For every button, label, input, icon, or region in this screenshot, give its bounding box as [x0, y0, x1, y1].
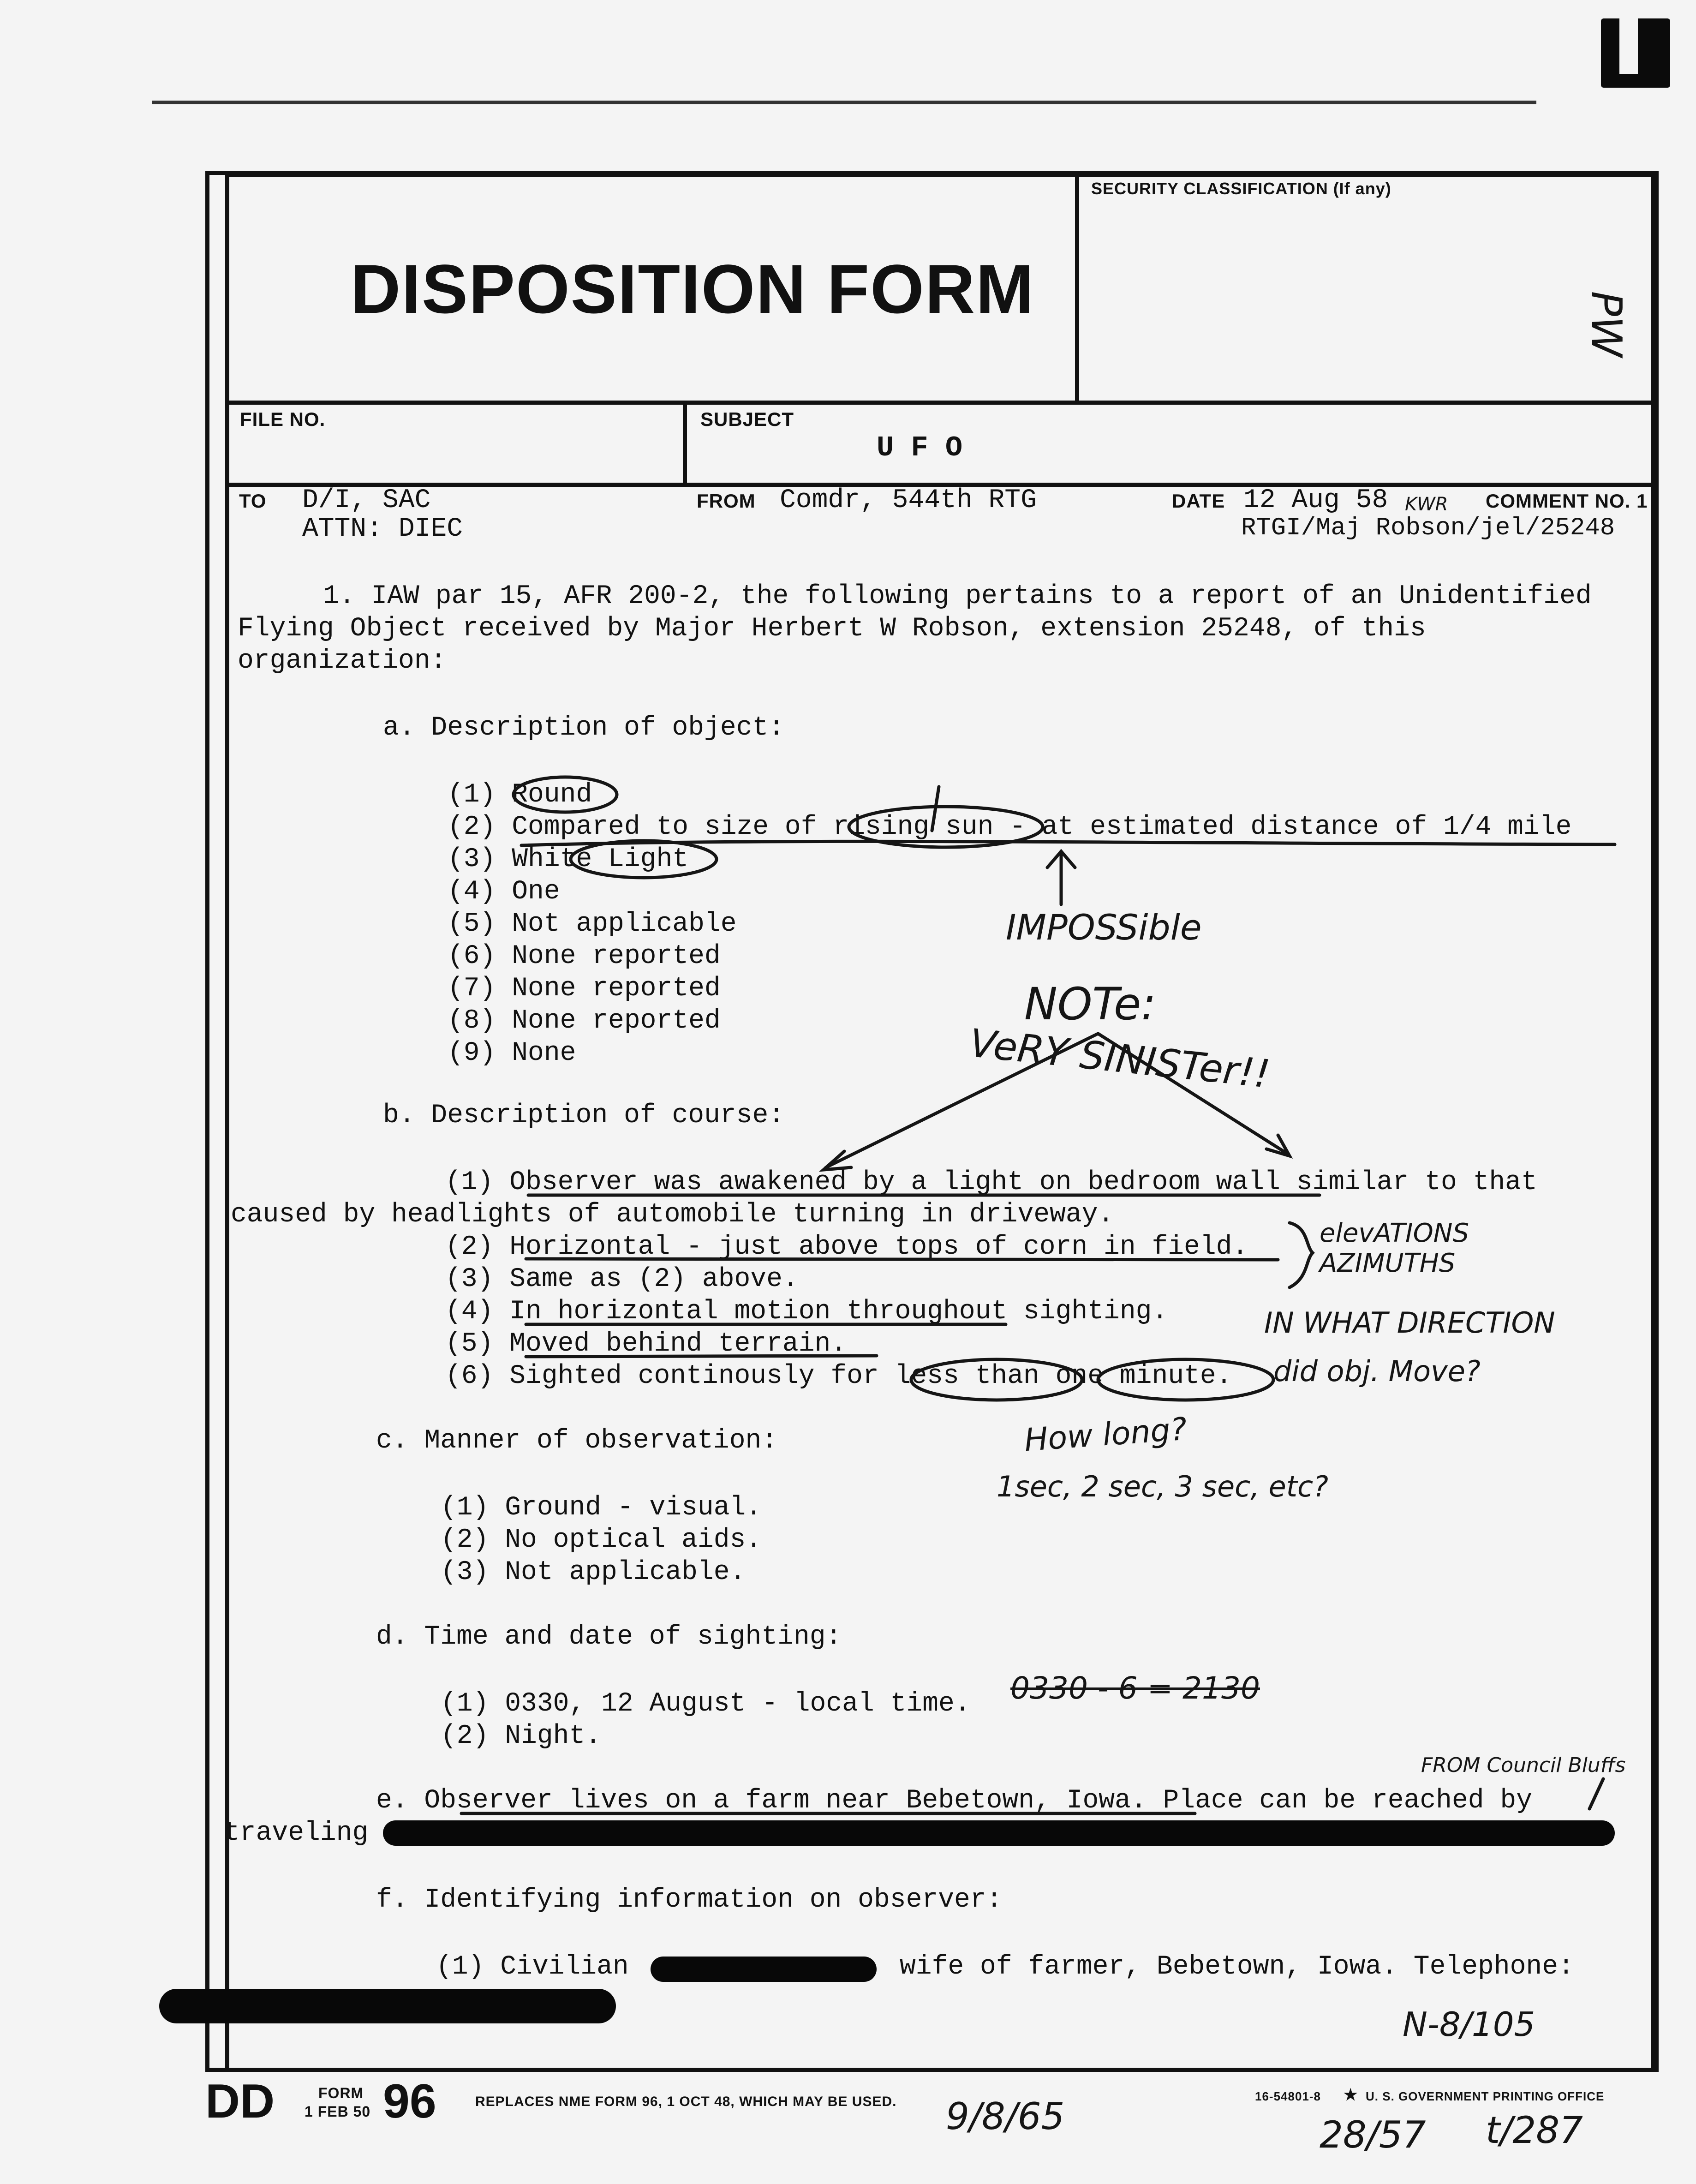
section-e-line1: e. Observer lives on a farm near Bebetown, Iowa. Place can be reached by — [376, 1786, 1533, 1816]
file-no-label: FILE NO. — [240, 408, 326, 430]
handwriting-n-ref: N-8/105 — [1403, 2005, 1535, 2044]
section-d-title: d. Time and date of sighting: — [376, 1622, 842, 1652]
b-item-1-line1: (1) Observer was awakened by a light on bedroom wall similar to that — [445, 1167, 1537, 1197]
section-e-line2: traveling — [224, 1818, 369, 1848]
handwriting-direction-line2: did obj. Move? — [1273, 1354, 1481, 1388]
b-item-4: (4) In horizontal motion throughout sighting. — [445, 1297, 1168, 1327]
f-item-1-rest: wife of farmer, Bebetown, Iowa. Telephone: — [900, 1952, 1574, 1982]
handwriting-council-bluffs: FROM Council Bluffs — [1421, 1753, 1626, 1777]
d-item-2: (2) Night. — [441, 1721, 602, 1751]
a-item-8: (8) None reported — [448, 1006, 721, 1036]
handwriting-direction-line1: IN WHAT DIRECTION — [1264, 1306, 1555, 1340]
circle-less-than — [911, 1359, 1082, 1400]
to-label: TO — [239, 490, 267, 512]
arrow-note-left — [826, 1034, 1098, 1167]
handwriting-impossible: IMPOSSible — [1006, 907, 1202, 948]
a-item-4: (4) One — [448, 877, 560, 907]
section-a-title: a. Description of object: — [383, 713, 785, 743]
section-f-title: f. Identifying information on observer: — [376, 1885, 1003, 1915]
handwriting-time-calc: 0330 - 6 = 2130 — [1010, 1670, 1260, 1706]
handwriting-elevations: elevATIONS — [1320, 1218, 1469, 1248]
form-title: DISPOSITION FORM — [351, 250, 1035, 328]
b-item-5: (5) Moved behind terrain. — [445, 1329, 847, 1359]
comment-no-label: COMMENT NO. 1 — [1486, 490, 1648, 512]
a-item-9: (9) None — [448, 1038, 576, 1068]
b-item-1-line2: caused by headlights of automobile turning in driveway. — [231, 1200, 1114, 1230]
section-b-title: b. Description of course: — [383, 1101, 785, 1131]
arrow-note-right-head — [1266, 1135, 1290, 1156]
a-item-2: (2) Compared to size of rising sun - at estimated distance of 1/4 mile — [448, 812, 1572, 842]
c-item-1: (1) Ground - visual. — [441, 1493, 762, 1523]
handwriting-sinister: VeRY SINISTer!! — [967, 1020, 1272, 1097]
to-value: D/I, SAC — [302, 485, 431, 515]
date-label: DATE — [1172, 490, 1225, 512]
footer-dd: DD — [205, 2075, 275, 2128]
c-item-2: (2) No optical aids. — [441, 1525, 762, 1555]
handwriting-azimuths: AZIMUTHS — [1320, 1248, 1456, 1278]
security-classification-label: SECURITY CLASSIFICATION (If any) — [1091, 179, 1391, 198]
subject-value: U F O — [877, 431, 963, 464]
b-item-6: (6) Sighted continously for less than one minute. — [445, 1361, 1232, 1391]
footer-replaces: REPLACES NME FORM 96, 1 OCT 48, WHICH MAY BE USED. — [475, 2094, 897, 2109]
circle-one-minute — [1098, 1359, 1273, 1400]
arrow-note-right — [1098, 1034, 1287, 1154]
reference-line: RTGI/Maj Robson/jel/25248 — [1241, 514, 1615, 542]
underline-b5 — [526, 1356, 877, 1357]
handwriting-note: NOTe: — [1024, 978, 1156, 1030]
footer-date: 1 FEB 50 — [305, 2103, 371, 2120]
para1-line1: 1. IAW par 15, AFR 200-2, the following pertains to a report of an Unidentified — [323, 581, 1592, 611]
subject-label: SUBJECT — [700, 408, 794, 430]
brace-elevations — [1290, 1223, 1313, 1287]
a-item-5: (5) Not applicable — [448, 909, 737, 939]
footer-form-number: 96 — [383, 2075, 436, 2128]
a-item-3: (3) White Light — [448, 844, 689, 874]
f-item-1: (1) Civilian — [436, 1952, 629, 1982]
footer-star-icon: ★ — [1344, 2086, 1358, 2104]
a-item-7: (7) None reported — [448, 974, 721, 1004]
slash-e — [1589, 1779, 1603, 1809]
b-item-2: (2) Horizontal - just above tops of corn in field. — [445, 1232, 1248, 1262]
a-item-6: (6) None reported — [448, 941, 721, 971]
tick-rising-sun — [932, 787, 939, 831]
circle-white-light — [571, 841, 717, 878]
from-value: Comdr, 544th RTG — [780, 485, 1037, 515]
a-item-1: (1) Round — [448, 780, 592, 810]
handwriting-bottom-ref1: 28/57 — [1320, 2113, 1426, 2156]
handwriting-bottom-date: 9/8/65 — [946, 2095, 1065, 2138]
underline-b2 — [526, 1259, 1278, 1260]
footer-code: 16-54801-8 — [1255, 2089, 1321, 2103]
attn-value: ATTN: DIEC — [302, 514, 463, 544]
handwritten-initials: KWR — [1405, 494, 1448, 515]
section-c-title: c. Manner of observation: — [376, 1426, 778, 1456]
c-item-3: (3) Not applicable. — [441, 1557, 746, 1587]
handwriting-seconds: 1sec, 2 sec, 3 sec, etc? — [997, 1470, 1329, 1503]
footer-gpo: U. S. GOVERNMENT PRINTING OFFICE — [1366, 2089, 1605, 2103]
date-value: 12 Aug 58 — [1243, 485, 1388, 515]
circle-round — [514, 777, 617, 812]
footer-form: FORM — [318, 2085, 364, 2101]
handwriting-how-long: How long? — [1023, 1411, 1188, 1459]
para1-line3: organization: — [238, 646, 447, 676]
from-label: FROM — [697, 490, 756, 512]
handwriting-bottom-ref2: t/287 — [1486, 2109, 1583, 2152]
d-item-1: (1) 0330, 12 August - local time. — [441, 1689, 971, 1719]
b-item-3: (3) Same as (2) above. — [445, 1264, 799, 1294]
para1-line2: Flying Object received by Major Herbert W Robson, extension 25248, of this — [238, 614, 1426, 644]
handwriting-pw: PW — [1582, 291, 1631, 358]
